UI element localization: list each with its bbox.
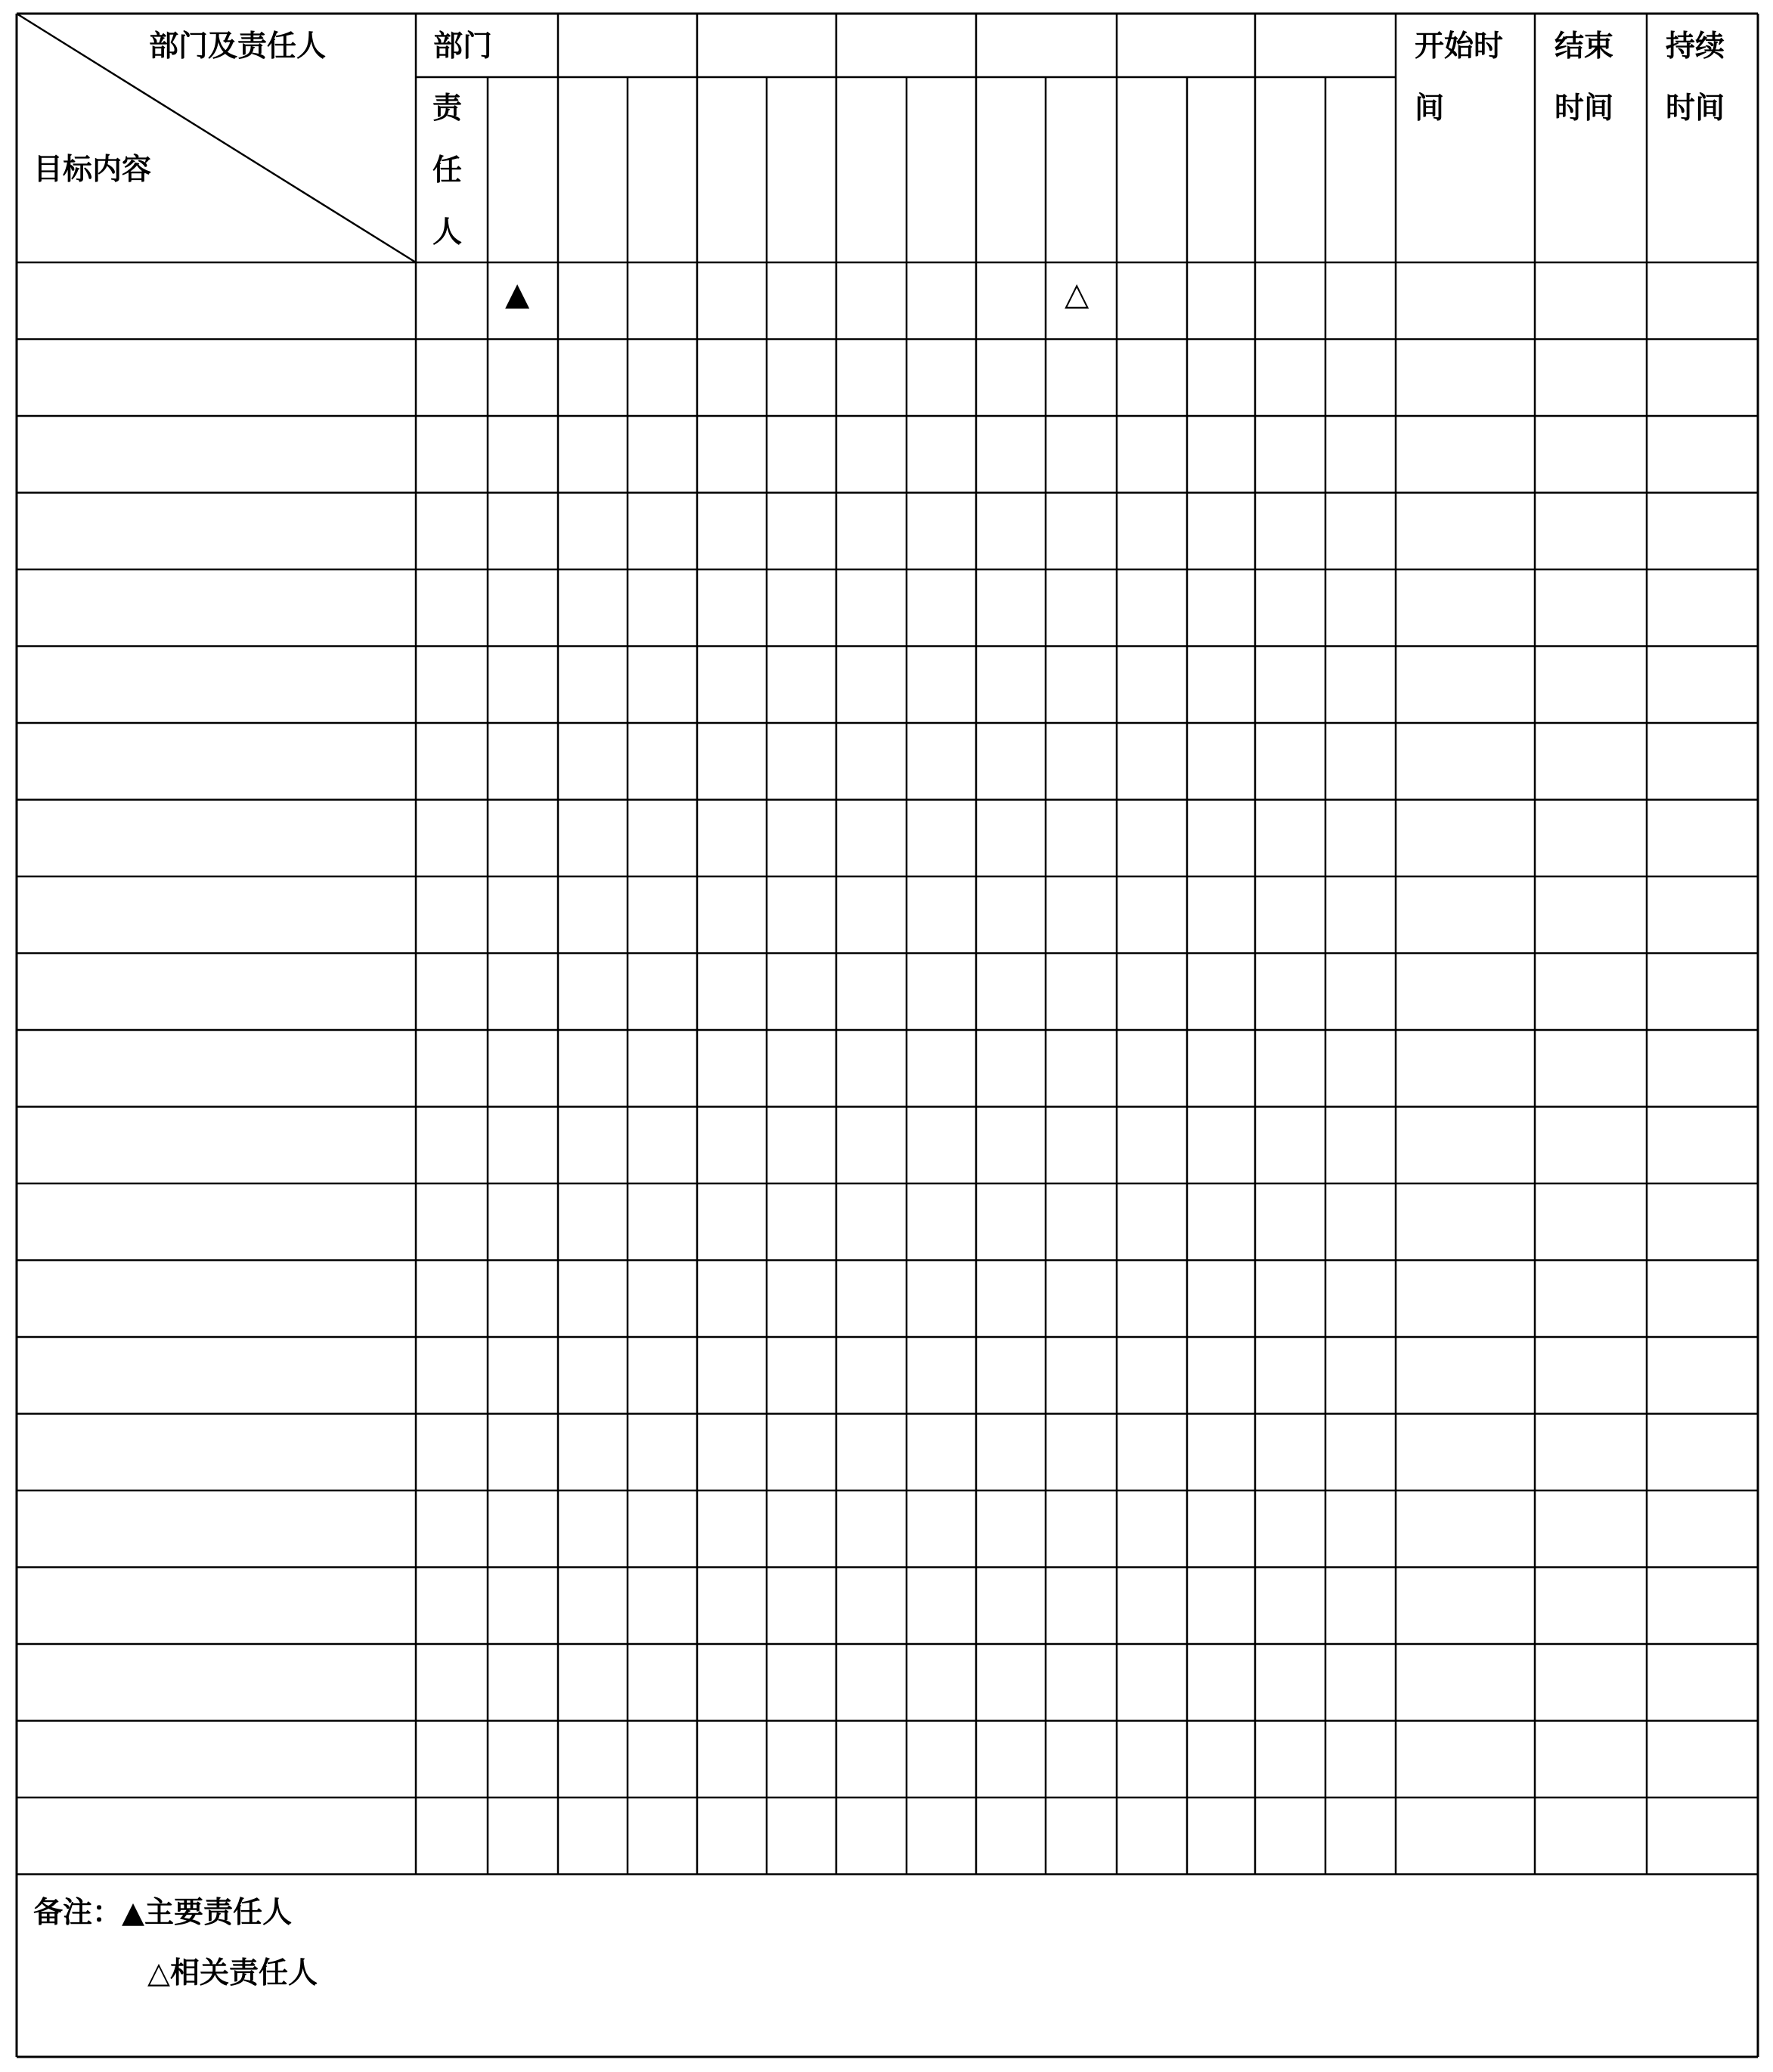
- end-time-line-2: 时间: [1554, 91, 1614, 126]
- related-responsible-mark: △: [1065, 275, 1090, 312]
- legend-primary: [33, 1895, 293, 1930]
- resp-char-1: 责: [432, 91, 463, 126]
- resp-char-3: 人: [432, 215, 463, 250]
- corner-bottom-label: 目标内容: [33, 152, 152, 187]
- end-time-line-1: 结束: [1554, 29, 1614, 64]
- resp-header-label: [432, 77, 466, 263]
- resp-char-2: 任: [432, 153, 463, 188]
- duration-header: [1666, 15, 1725, 139]
- start-time-line-1: 开始时: [1415, 29, 1504, 64]
- duration-line-2: 时间: [1666, 91, 1725, 126]
- end-time-header: [1554, 15, 1613, 139]
- primary-responsible-mark: ▲: [505, 275, 530, 312]
- legend-primary-text: ▲主要责任人: [122, 1895, 293, 1930]
- legend-prefix: 备注：: [33, 1895, 122, 1930]
- corner-top-label: 部门及责任人: [149, 29, 327, 64]
- legend-related: △相关责任人: [147, 1956, 318, 1990]
- duration-line-1: 持续: [1666, 29, 1725, 64]
- start-time-header: [1415, 15, 1503, 139]
- dept-header-label: 部门: [433, 29, 493, 64]
- start-time-line-2: 间: [1415, 91, 1445, 126]
